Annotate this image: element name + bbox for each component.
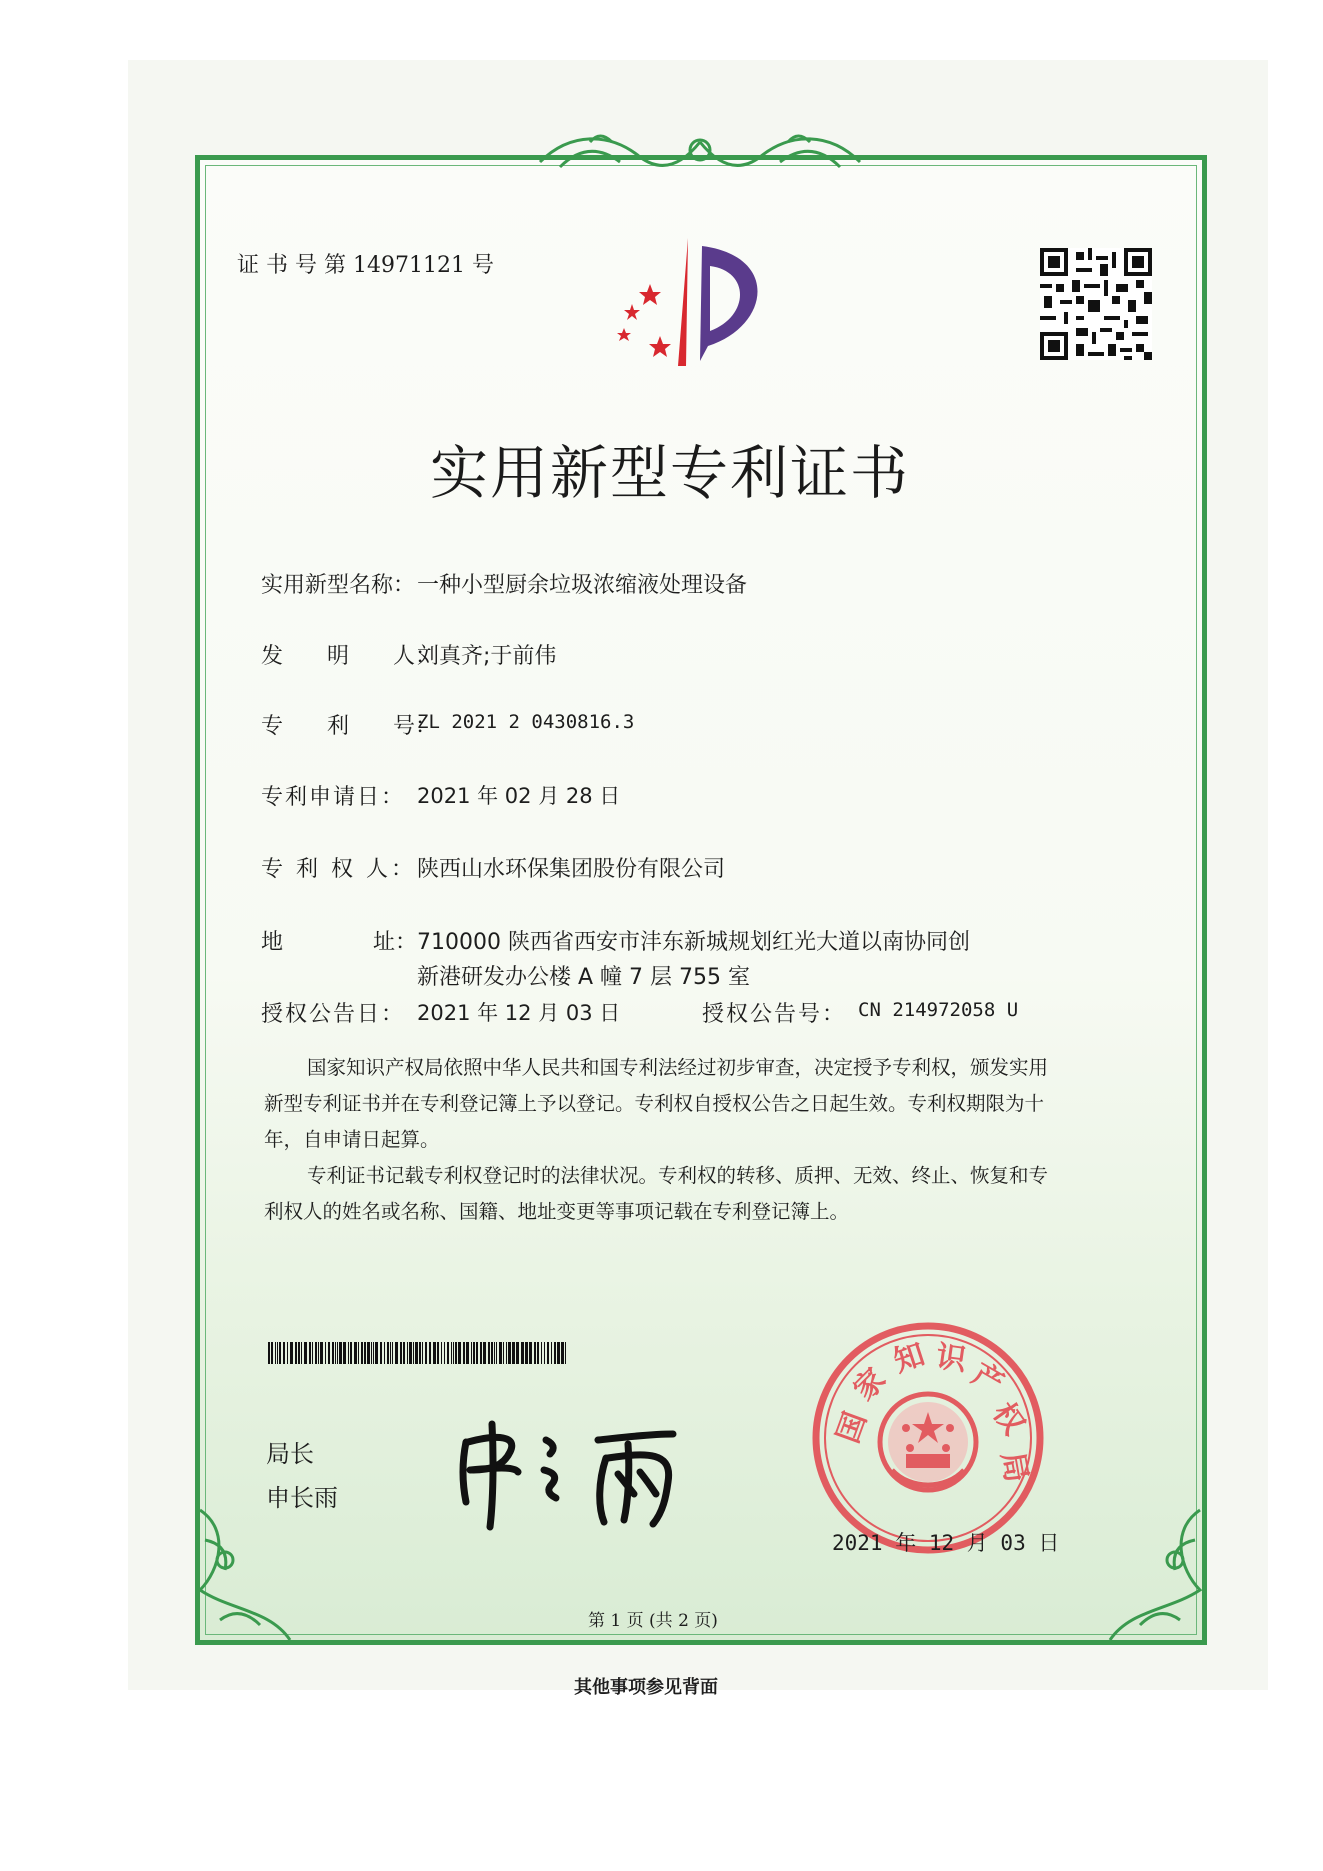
inventor-label: 发 明 人：: [261, 644, 438, 669]
statement-paragraph-1-line-2: 新型专利证书并在专利登记簿上予以登记。专利权自授权公告之日起生效。专利权期限为十: [264, 1092, 1045, 1115]
grant-number-value: CN 214972058 U: [858, 999, 1019, 1021]
barcode-icon: [268, 1342, 572, 1364]
bottom-left-ornament-icon: [190, 1500, 320, 1650]
patent-number-value: ZL 2021 2 0430816.3: [417, 711, 635, 733]
patent-number-label: 专 利 号：: [261, 714, 438, 739]
grant-number-label: 授权公告号：: [702, 1002, 847, 1027]
director-name: 申长雨: [266, 1484, 338, 1512]
utility-model-name-value: 一种小型厨余垃圾浓缩液处理设备: [417, 573, 748, 598]
svg-text:国: 国: [830, 1407, 874, 1448]
statement-paragraph-2-line-2: 利权人的姓名或名称、国籍、地址变更等事项记载在专利登记簿上。: [264, 1200, 850, 1223]
inventor-value: 刘真齐;于前伟: [417, 644, 557, 669]
patentee-label: 专 利 权 人：: [261, 857, 416, 882]
application-date-value: 2021 年 02 月 28 日: [417, 784, 621, 808]
statement-paragraph-1-line-3: 年，自申请日起算。: [264, 1128, 440, 1151]
address-label-suffix: 址：: [373, 930, 418, 955]
page-number: 第 1 页 (共 2 页): [588, 1611, 718, 1631]
address-label: 地: [261, 930, 284, 955]
director-title: 局长: [266, 1440, 314, 1468]
certificate-number: 证 书 号 第 14971121 号: [237, 253, 494, 278]
official-seal-icon: [810, 1320, 1046, 1556]
seal-date: 2021 年 12 月 03 日: [832, 1531, 1060, 1555]
application-date-label: 专利申请日：: [261, 785, 406, 810]
svg-text:产: 产: [966, 1356, 1010, 1402]
director-signature: [448, 1412, 698, 1532]
address-line-2: 新港研发办公楼 A 幢 7 层 755 室: [417, 965, 750, 990]
svg-text:识: 识: [933, 1339, 969, 1379]
footer-note: 其他事项参见背面: [574, 1677, 718, 1698]
address-line-1: 710000 陕西省西安市沣东新城规划红光大道以南协同创: [417, 930, 970, 955]
utility-model-name-label: 实用新型名称：: [261, 573, 416, 598]
certificate-title: 实用新型专利证书: [430, 439, 911, 507]
certificate-inner-border: [205, 165, 1197, 1635]
statement-paragraph-2-line-1: 专利证书记载专利权登记时的法律状况。专利权的转移、质押、无效、终止、恢复和专: [307, 1164, 1049, 1187]
statement-paragraph-1-line-1: 国家知识产权局依照中华人民共和国专利法经过初步审查，决定授予专利权，颁发实用: [307, 1056, 1049, 1079]
bottom-right-ornament-icon: [1080, 1500, 1210, 1650]
svg-text:知: 知: [889, 1337, 930, 1380]
grant-date-value: 2021 年 12 月 03 日: [417, 1001, 621, 1025]
top-ornament-icon: [530, 122, 870, 184]
patentee-value: 陕西山水环保集团股份有限公司: [417, 857, 726, 882]
svg-text:权: 权: [985, 1396, 1032, 1442]
cnipa-logo-icon: [610, 236, 790, 374]
qr-code-icon: [1040, 248, 1152, 360]
svg-text:局: 局: [994, 1449, 1034, 1485]
grant-date-label: 授权公告日：: [261, 1002, 406, 1027]
svg-text:家: 家: [846, 1361, 893, 1408]
